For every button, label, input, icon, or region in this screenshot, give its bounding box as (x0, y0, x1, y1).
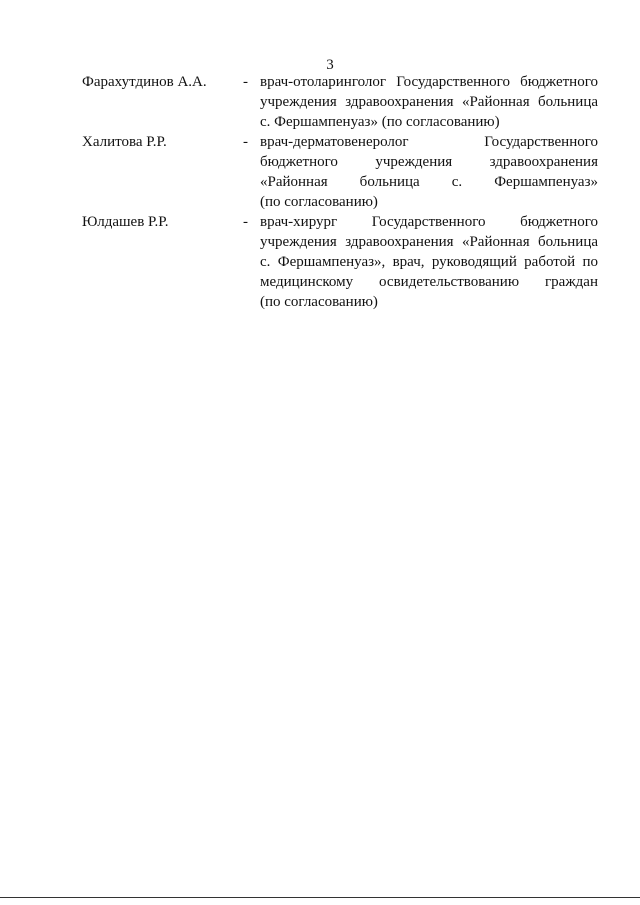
member-name: Фарахутдинов А.А. (82, 74, 207, 90)
description-line: бюджетного учреждения здравоохранения (260, 154, 598, 170)
member-entry (0, 72, 640, 132)
member-name: Юлдашев Р.Р. (82, 214, 169, 230)
member-description (260, 212, 598, 312)
bottom-divider (0, 897, 640, 898)
commission-member-list (0, 72, 640, 312)
description-line: с. Фершампенуаз», врач, руководящий работой по (260, 254, 598, 270)
description-line: учреждения здравоохранения «Районная больница (260, 234, 598, 250)
member-dash: - (243, 134, 248, 150)
member-name: Халитова Р.Р. (82, 134, 167, 150)
description-line: врач-отоларинголог Государственного бюджетного (260, 74, 598, 90)
description-line: врач-хирург Государственного бюджетного (260, 214, 598, 230)
description-line: врач-дерматовенеролог Государственного (260, 134, 598, 150)
member-dash: - (243, 74, 248, 90)
description-line: (по согласованию) (260, 294, 378, 310)
member-description (260, 72, 598, 132)
description-line: с. Фершампенуаз» (по согласованию) (260, 114, 500, 130)
member-description (260, 132, 598, 212)
member-entry (0, 132, 640, 212)
member-entry (0, 212, 640, 312)
description-line: «Районная больница с. Фершампенуаз» (260, 174, 598, 190)
description-line: учреждения здравоохранения «Районная больница (260, 94, 598, 110)
member-dash: - (243, 214, 248, 230)
page-number: 3 (326, 57, 334, 73)
description-line: (по согласованию) (260, 194, 378, 210)
description-line: медицинскому освидетельствованию граждан (260, 274, 598, 290)
